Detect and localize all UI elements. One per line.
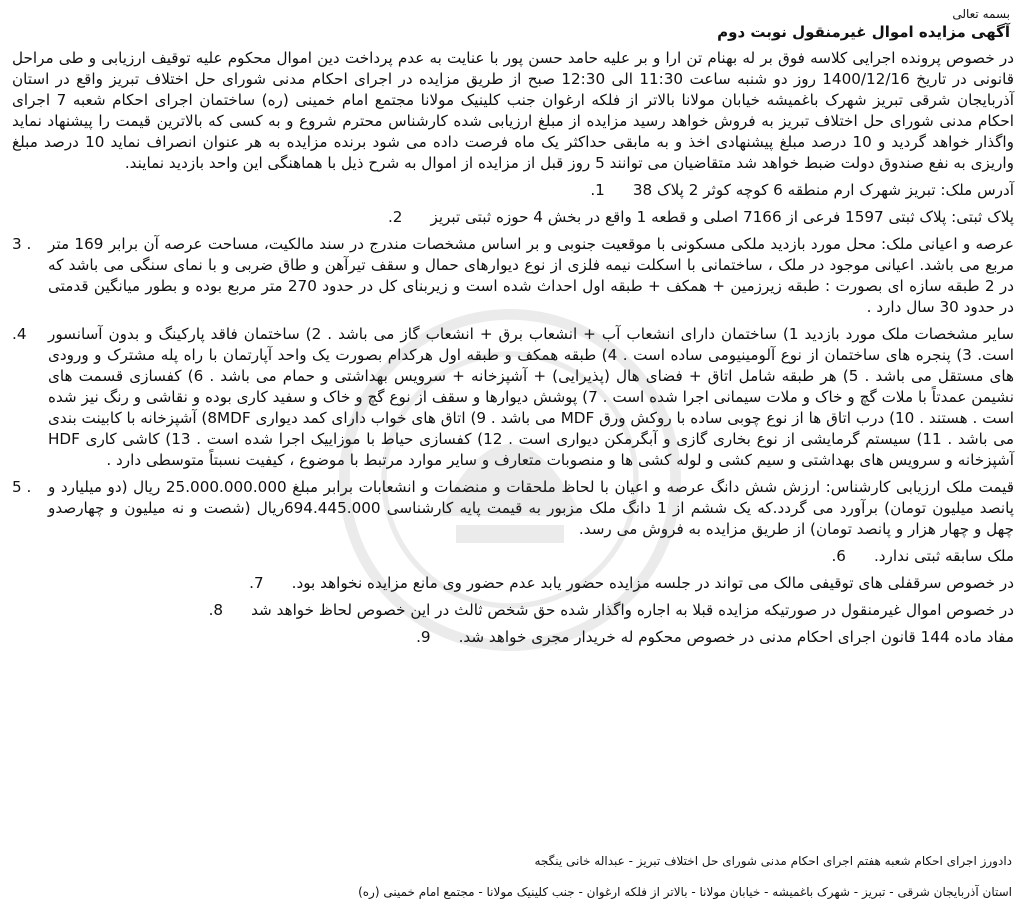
notice-item-number: 9. <box>416 628 431 646</box>
notice-item-text: در خصوص سرقفلی های توقیفی مالک می تواند در جلسه مزایده حضور یابد عدم حضور وی مانع مزایده نخواهد بود. <box>291 574 1014 592</box>
notice-item <box>12 180 1014 201</box>
notice-item <box>12 477 1014 540</box>
notice-item <box>12 546 1014 567</box>
notice-item-text: ملک سابقه ثبتی ندارد. <box>873 547 1014 565</box>
notice-item <box>12 627 1014 648</box>
bism-heading: بسمه تعالی <box>952 7 1010 21</box>
office-address: استان آذربایجان شرقی - تبریز - شهرک باغمیشه - خیابان مولانا - بالاتر از فلکه ارغوان - جنب کلینیک مولانا - مجتمع امام خمینی (ره) <box>358 885 1012 899</box>
intro-paragraph: در خصوص پرونده اجرایی کلاسه فوق بر له بهنام تن ارا و بر علیه حامد حسن پور با عنایت به عدم پرداخت دین اموال محکوم علیه توقیف ارزیابی و طی مراحل قانونی در تاریخ 1400/12/16 روز دو شنبه ساعت 11:30 الی 12:30 صبح از طریق مزایده در اجرای احکام مدنی شورای حل اختلاف تبریز واقع در استان آذربایجان شرقی تبریز شهرک باغمیشه خیابان مولانا بالاتر از فلکه ارغوان جنب کلینیک مولانا مجتمع امام خمینی (ره) ساختمان اجرای احکام شعبه 7 اجرای احکام مدنی شورای حل اختلاف تبریز به فروش خواهد رسید مزایده از مبلغ ارزیابی شده کارشناس محترم شروع و به کسی که بالاترین قیمت را پیشنهاد نماید واگذار خواهد گردید و 10 درصد مبلغ پیشنهادی اخذ و به مابقی حداکثر یک ماه فرصت داده می شود برنده مزایده به هر عنوان انصراف نماید 10 درصد مبلغ واریزی به نفع صندوق دولت ضبط خواهد شد متقاضیان می توانند 5 روز قبل از مزایده از اموال به شرح ذیل با هماهنگی این واحد بازدید نمایند. <box>12 49 1014 172</box>
notice-item-text: قیمت ملک ارزیابی کارشناس: ارزش شش دانگ عرصه و اعیان با لحاظ ملحقات و منضمات و انشعابات برابر مبلغ 25.000.000.000 ریال (دو میلیارد و پانصد میلیون تومان) برآورد می گردد.که یک ششم از 1 دانگ ملک مزبور به قیمت پایه کارشناسی 694.445.000ریال (شصت و نه میلیون و چهارصدو چهل و چهار هزار و پانصد تومان) از طریق مزایده به فروش می رسد. <box>48 478 1015 538</box>
notice-item-text: پلاک ثبتی: پلاک ثبتی 1597 فرعی از 7166 اصلی و قطعه 1 واقع در بخش 4 حوزه ثبتی تبریز <box>430 208 1014 226</box>
notice-item-number: 4. <box>12 325 27 343</box>
notice-item-number: 2. <box>387 208 403 226</box>
notice-item <box>12 600 1014 621</box>
notice-item-text: مفاد ماده 144 قانون اجرای احکام مدنی در خصوص محکوم له خریدار مجری خواهد شد. <box>458 628 1014 646</box>
notice-item-number: 8. <box>208 601 224 619</box>
notice-title: آگهی مزایده اموال غیرمنقول نوبت دوم <box>717 23 1010 41</box>
notice-item-number: 1. <box>590 181 605 199</box>
notice-item-text: آدرس ملک: تبریز شهرک ارم منطقه 6 کوچه کوثر 2 پلاک 38 <box>632 181 1014 199</box>
notice-item <box>12 234 1014 318</box>
signature-line: دادورز اجرای احکام شعبه هفتم اجرای احکام مدنی شورای حل اختلاف تبریز - عبداله خانی ینگجه <box>534 854 1012 868</box>
notice-items-list <box>12 180 1014 648</box>
notice-item <box>12 207 1014 228</box>
notice-item <box>12 573 1014 594</box>
notice-item <box>12 324 1014 471</box>
notice-item-number: . 3 <box>12 235 32 253</box>
notice-item-number: . 5 <box>12 478 32 496</box>
notice-item-number: 7. <box>249 574 264 592</box>
notice-item-text: سایر مشخصات ملک مورد بازدید 1) ساختمان دارای انشعاب آب + انشعاب برق + انشعاب گاز می باشد . 2) ساختمان فاقد پارکینگ و بدون آسانسور است. 3) پنجره های ساختمان از نوع آلومینیومی ساده است . 4) طبقه همکف و طبقه اول هرکدام بصورت یک واحد آپارتمان با راه پله مشترک و ورودی های مستقل می باشد . 5) هر طبقه شامل اتاق + فضای هال (پذیرایی) + آشپزخانه + سرویس بهداشتی و حمام می باشد . 6) کفسازی قسمت های نشیمن عمدتاً با ملات گچ و خاک و ملات سیمانی اجرا شده است . 7) پوشش دیوارها و سقف از نوع گچ و خاک و سفید کاری بوده و نقاشی و رنگ نیز شده است . هستند . 10) درب اتاق ها از نوع چوبی ساده با روکش ورق MDF می باشد . 9) اتاق های خواب دارای کمد دیواری 8MDF) آشپزخانه با کابینت بندی می باشد . 11) سیستم گرمایشی از نوع بخاری گازی و آبگرمکن دیواری است . 12) کفسازی حیاط با موزاییک اجرا شده است . 13) کاشی کاری HDF آشپزخانه و سرویس های بهداشتی و سیم کشی و لوله کشی ها و منصوبات متعارف و سایر موارد مرتبط با موضوع ، کیفیت نسبتاً متوسطی دارد . <box>48 325 1015 469</box>
notice-item-text: عرصه و اعیانی ملک: محل مورد بازدید ملکی مسکونی با موقعیت جنوبی و بر اساس مشخصات مندرج در سند مالکیت، مساحت عرصه آن برابر 169 متر مربع می باشد. اعیانی موجود در ملک ، ساختمانی با اسکلت نیمه فلزی از نوع دیوارهای حمال و سقف تیرآهن و طاق ضربی و با نمای سنگی می باشد که در 2 طبقه سازه ای بصورت : طبقه زیرزمین + همکف + طبقه اول احداث شده است و زیربنای کل در حدود 270 متر مربع بوده و بطور میانگین قدمتی در حدود 30 سال دارد . <box>48 235 1014 316</box>
notice-item-number: 6. <box>831 547 846 565</box>
notice-item-text: در خصوص اموال غیرمنقول در صورتیکه مزایده قبلا به اجاره واگذار شده حق شخص ثالث در این خصوص لحاظ خواهد شد <box>251 601 1014 619</box>
